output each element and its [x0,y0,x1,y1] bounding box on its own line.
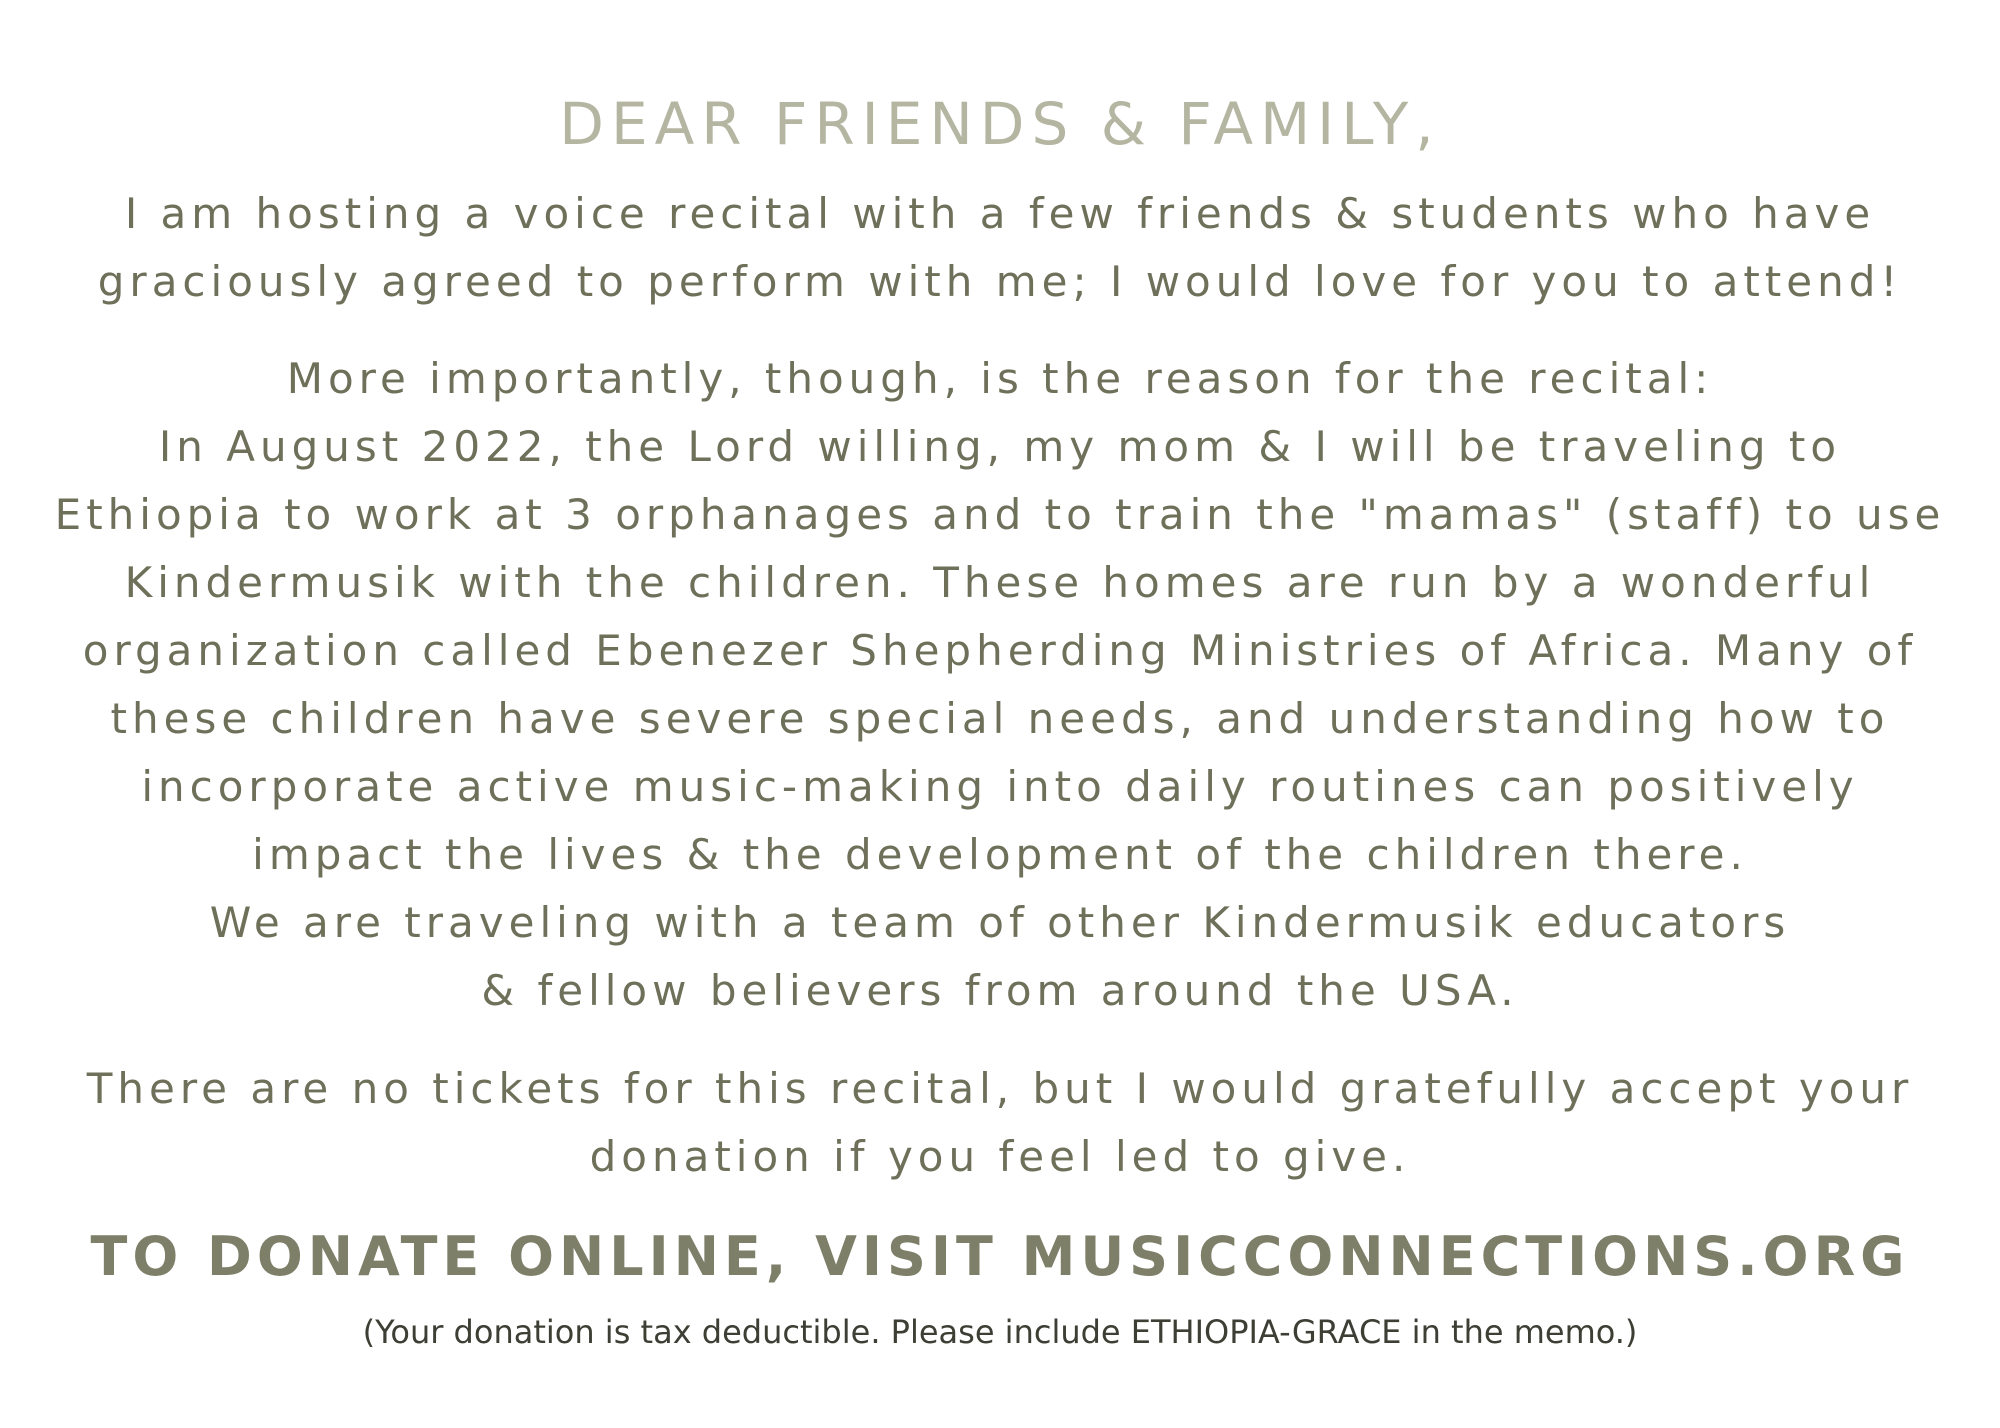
intro-line: I am hosting a voice recital with a few friends & students who have [124,189,1876,238]
donation-line: There are no tickets for this recital, but I would gratefully accept your [86,1064,1914,1113]
reason-line: More importantly, though, is the reason for the recital: [286,354,1714,403]
donate-online-callout: TO DONATE ONLINE, VISIT MUSICCONNECTIONS.ORG [90,1225,1910,1288]
intro-line: graciously agreed to perform with me; I would love for you to attend! [97,257,1903,306]
reason-paragraph [0,345,2000,1025]
reason-line: impact the lives & the development of the children there. [252,830,1748,879]
tax-deductible-note: (Your donation is tax deductible. Please include ETHIOPIA-GRACE in the memo.) [362,1313,1638,1351]
reason-line: organization called Ebenezer Shepherding Ministries of Africa. Many of [82,626,1918,675]
letter-heading: DEAR FRIENDS & FAMILY, [559,90,1441,158]
donation-line: donation if you feel led to give. [589,1132,1411,1181]
reason-line: Kindermusik with the children. These homes are run by a wonderful [124,558,1876,607]
reason-line: We are traveling with a team of other Kindermusik educators [209,898,1791,947]
reason-line: Ethiopia to work at 3 orphanages and to train the "mamas" (staff) to use [54,490,1946,539]
reason-line: In August 2022, the Lord willing, my mom & I will be traveling to [158,422,1842,471]
reason-line: incorporate active music-making into daily routines can positively [141,762,1859,811]
intro-paragraph [0,180,2000,316]
reason-line: & fellow believers from around the USA. [481,966,1519,1015]
reason-line: these children have severe special needs, and understanding how to [110,694,1890,743]
donation-paragraph [0,1055,2000,1191]
